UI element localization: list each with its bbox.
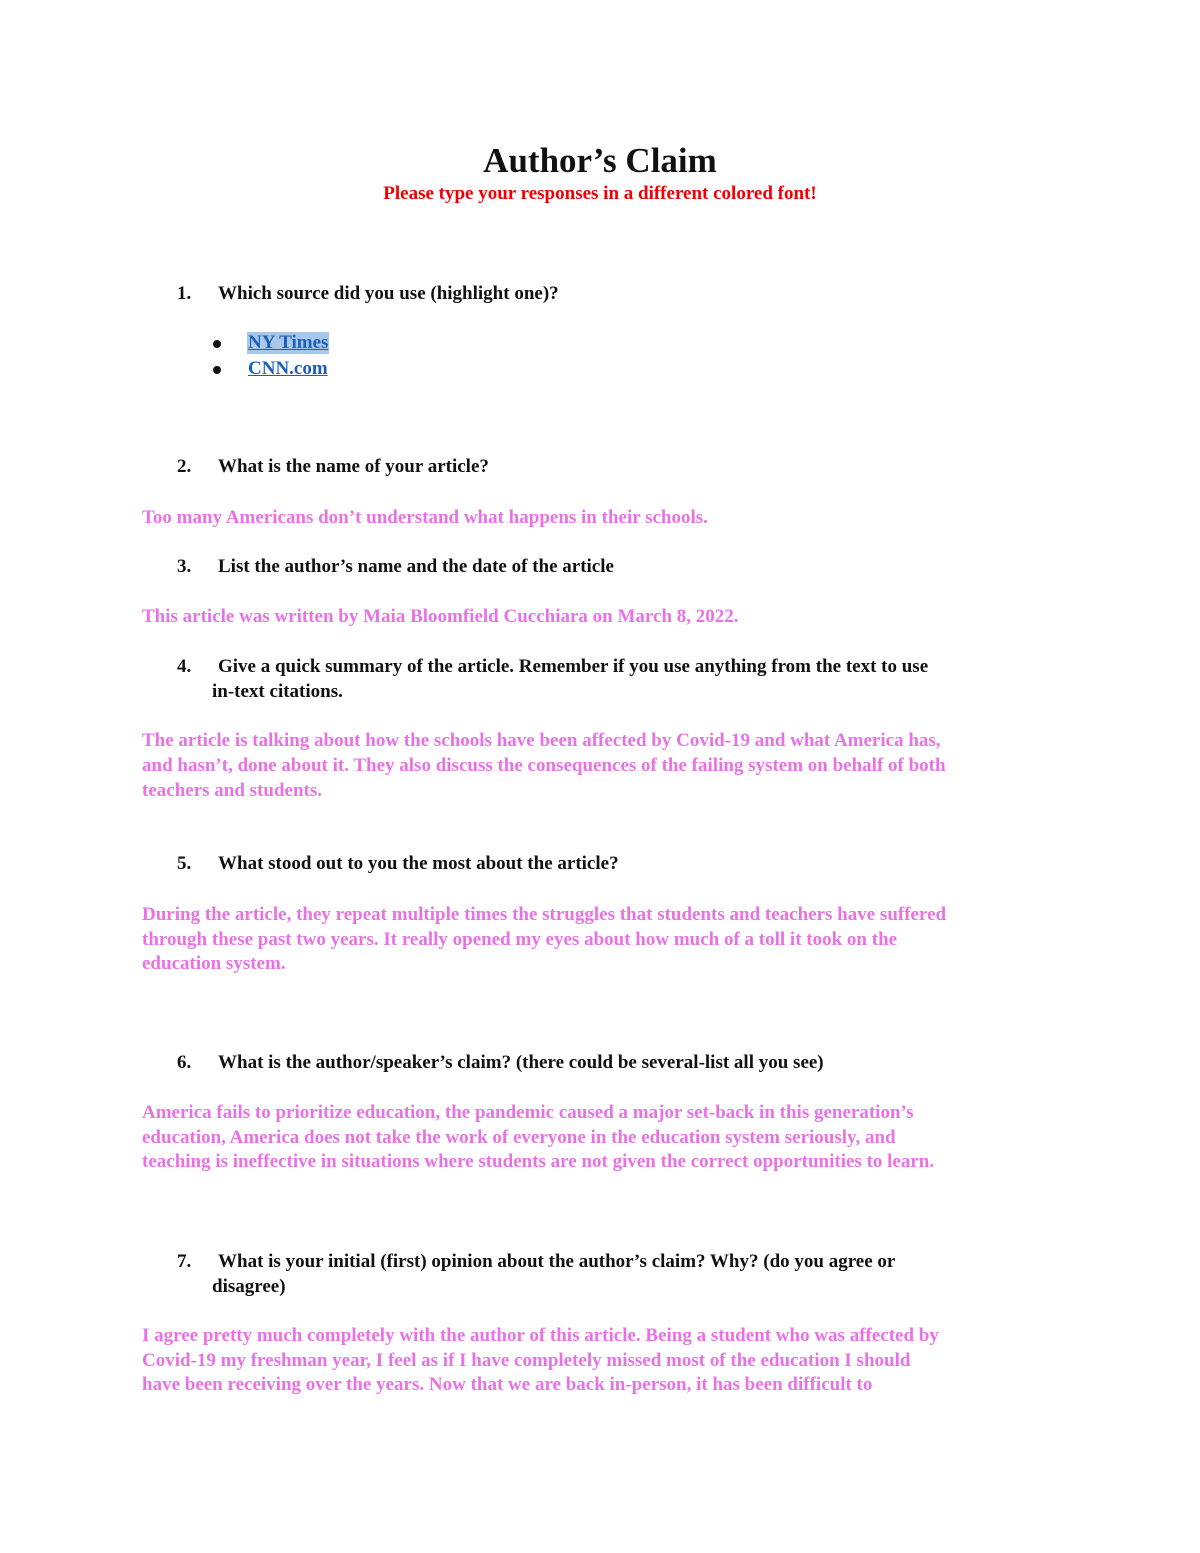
instruction-text: Please type your responses in a different colored font! [383,183,817,204]
answer-7-line: I agree pretty much completely with the author of this article. Being a student who was affected by [142,1325,939,1346]
question-7-line: disagree) [212,1276,286,1297]
question-number: 4. [177,656,192,677]
question-number: 7. [177,1251,192,1272]
question-number: 6. [177,1052,192,1073]
question-7-line: What is your initial (first) opinion about the author’s claim? Why? (do you agree or [218,1251,896,1272]
answer-5-line: through these past two years. It really opened my eyes about how much of a toll it took on the [142,929,898,950]
question-number: 1. [177,283,192,304]
question-5: What stood out to you the most about the article? [218,853,619,874]
answer-7-line: Covid-19 my freshman year, I feel as if I have completely missed most of the education I should [142,1350,911,1371]
question-number: 3. [177,556,192,577]
question-number: 2. [177,456,192,477]
document-title: Author’s Claim [483,141,717,180]
question-4-line: in-text citations. [212,681,343,702]
question-1: Which source did you use (highlight one)? [218,283,559,304]
answer-3: This article was written by Maia Bloomfield Cucchiara on March 8, 2022. [142,606,739,627]
answer-4-line: The article is talking about how the schools have been affected by Covid-19 and what America has, [142,730,941,751]
answer-6-line: teaching is ineffective in situations where students are not given the correct opportunities to learn. [142,1151,935,1172]
bullet-icon [213,366,221,374]
source-link-nytimes[interactable]: NY Times [248,332,329,353]
answer-5-line: education system. [142,953,286,974]
answer-4-line: teachers and students. [142,780,322,801]
answer-6-line: education, America does not take the work of everyone in the education system seriously, and [142,1127,896,1148]
answer-7-line: have been receiving over the years. Now that we are back in-person, it has been difficult to [142,1374,873,1395]
answer-4-line: and hasn’t, done about it. They also discuss the consequences of the failing system on behalf of both [142,755,946,776]
answer-2: Too many Americans don’t understand what happens in their schools. [142,507,708,528]
source-link-cnn[interactable]: CNN.com [248,358,328,379]
answer-5-line: During the article, they repeat multiple times the struggles that students and teachers have suffered [142,904,947,925]
question-6: What is the author/speaker’s claim? (there could be several-list all you see) [218,1052,824,1073]
question-2: What is the name of your article? [218,456,489,477]
answer-6-line: America fails to prioritize education, the pandemic caused a major set-back in this generation’s [142,1102,914,1123]
question-4-line: Give a quick summary of the article. Remember if you use anything from the text to use [218,656,929,677]
question-3: List the author’s name and the date of the article [218,556,614,577]
question-number: 5. [177,853,192,874]
bullet-icon [213,340,221,348]
